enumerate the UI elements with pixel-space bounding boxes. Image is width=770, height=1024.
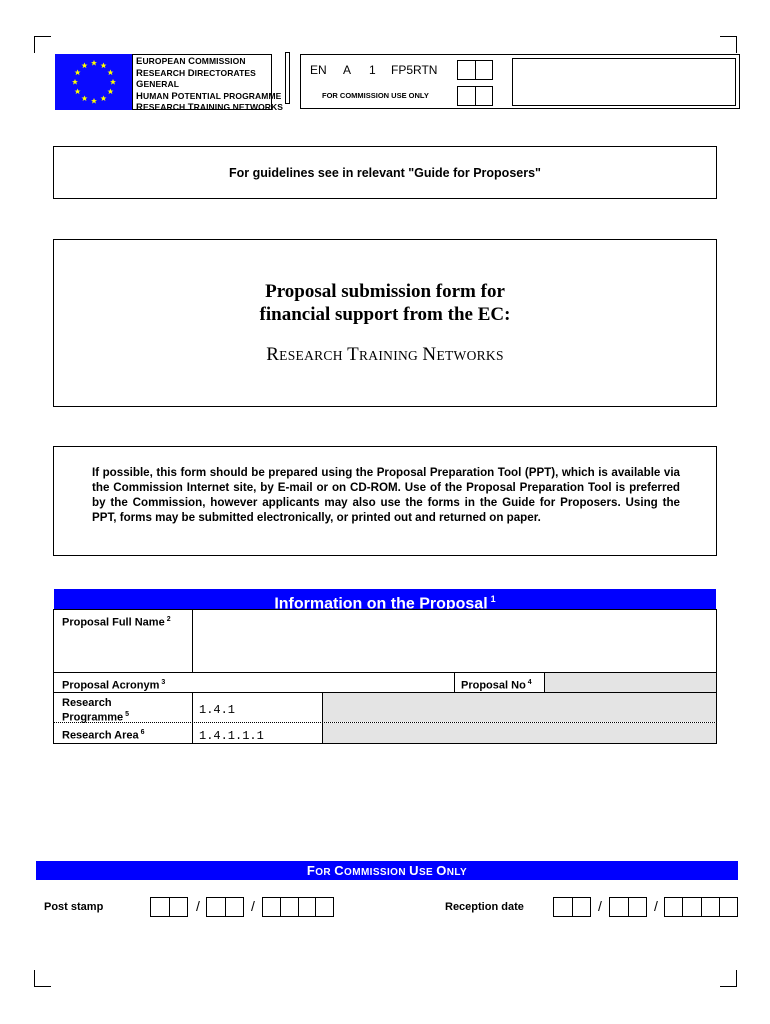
research-programme-description[interactable] bbox=[323, 693, 716, 722]
form-title: Proposal submission form for financial support from the EC: bbox=[259, 281, 511, 325]
crop-mark-top-right bbox=[720, 36, 737, 53]
post-stamp-day[interactable] bbox=[150, 897, 188, 917]
reception-date-day[interactable] bbox=[553, 897, 591, 917]
crop-mark-top-left bbox=[34, 36, 51, 53]
ppt-note-box bbox=[53, 446, 717, 556]
guidelines-text: For guidelines see in relevant "Guide for Proposers" bbox=[229, 165, 541, 180]
organisation-block bbox=[132, 54, 284, 114]
title-box bbox=[53, 239, 717, 407]
proposal-number-label: Proposal No $^4$ bbox=[461, 679, 532, 692]
column-divider bbox=[192, 692, 193, 744]
code-language: EN bbox=[310, 63, 327, 77]
reception-date-label: Reception date bbox=[445, 901, 524, 913]
org-line-2: RESEARCH DIRECTORATES bbox=[136, 67, 256, 79]
date-separator: / bbox=[654, 898, 658, 914]
proposal-full-name-label: Proposal Full Name $^2$ bbox=[62, 616, 171, 629]
proposal-info-header: Information on the Proposal $^1$ bbox=[54, 589, 716, 610]
crop-mark-bottom-left bbox=[34, 970, 51, 987]
post-stamp-month[interactable] bbox=[206, 897, 244, 917]
research-area-label: Research Area $^6$ bbox=[62, 729, 145, 742]
org-line-5: RESEARCH TRAINING NETWORKS bbox=[136, 102, 284, 114]
code-part: 1 bbox=[369, 63, 376, 77]
commission-reference-field[interactable] bbox=[512, 58, 736, 106]
code-digit-box-1[interactable] bbox=[457, 60, 493, 80]
commission-use-note: FOR COMMISSION USE ONLY bbox=[322, 91, 429, 100]
commission-use-only-bar: FOR COMMISSION USE ONLY bbox=[36, 861, 738, 880]
code-form: A bbox=[343, 63, 352, 77]
column-divider bbox=[454, 673, 455, 693]
code-digit-box-2[interactable] bbox=[457, 86, 493, 106]
guidelines-box bbox=[53, 146, 717, 199]
proposal-number-field[interactable] bbox=[545, 673, 716, 692]
research-area-description[interactable] bbox=[323, 723, 716, 743]
org-line-3: GENERAL bbox=[136, 79, 180, 91]
reception-date-month[interactable] bbox=[609, 897, 647, 917]
form-subtitle: RESEARCH TRAINING NETWORKS bbox=[266, 344, 504, 365]
research-programme-label: Research Programme $^5$ bbox=[62, 697, 130, 724]
post-stamp-year[interactable] bbox=[262, 897, 334, 917]
proposal-acronym-field[interactable] bbox=[54, 673, 454, 692]
header-divider bbox=[285, 52, 290, 104]
date-separator: / bbox=[598, 898, 602, 914]
research-programme-value: 1.4.1 bbox=[199, 703, 236, 717]
form-code bbox=[310, 63, 437, 77]
research-area-value: 1.4.1.1.1 bbox=[199, 729, 264, 743]
proposal-full-name-field[interactable] bbox=[193, 610, 716, 672]
org-line-1: EUROPEAN COMMISSION bbox=[136, 56, 246, 67]
code-programme: FP5RTN bbox=[391, 63, 438, 77]
date-separator: / bbox=[251, 898, 255, 914]
proposal-acronym-label: Proposal Acronym $^3$ bbox=[62, 679, 166, 692]
crop-mark-bottom-right bbox=[720, 970, 737, 987]
reception-date-year[interactable] bbox=[664, 897, 738, 917]
ppt-note-text: If possible, this form should be prepared using the Proposal Preparation Tool (PPT), which is available via the Commission Internet site, by E-mail or on CD-ROM. Use of the Proposal Preparation Tool is preferred by the Commission, however applicants may also use the forms in the Guide for Proposers. Using the PPT, forms may be submitted electronically, or printed out and returned on paper. bbox=[92, 466, 680, 524]
org-line-4: HUMAN POTENTIAL PROGRAMME bbox=[136, 90, 282, 102]
post-stamp-label: Post stamp bbox=[44, 901, 104, 913]
eu-flag-icon bbox=[55, 54, 133, 110]
date-separator: / bbox=[196, 898, 200, 914]
